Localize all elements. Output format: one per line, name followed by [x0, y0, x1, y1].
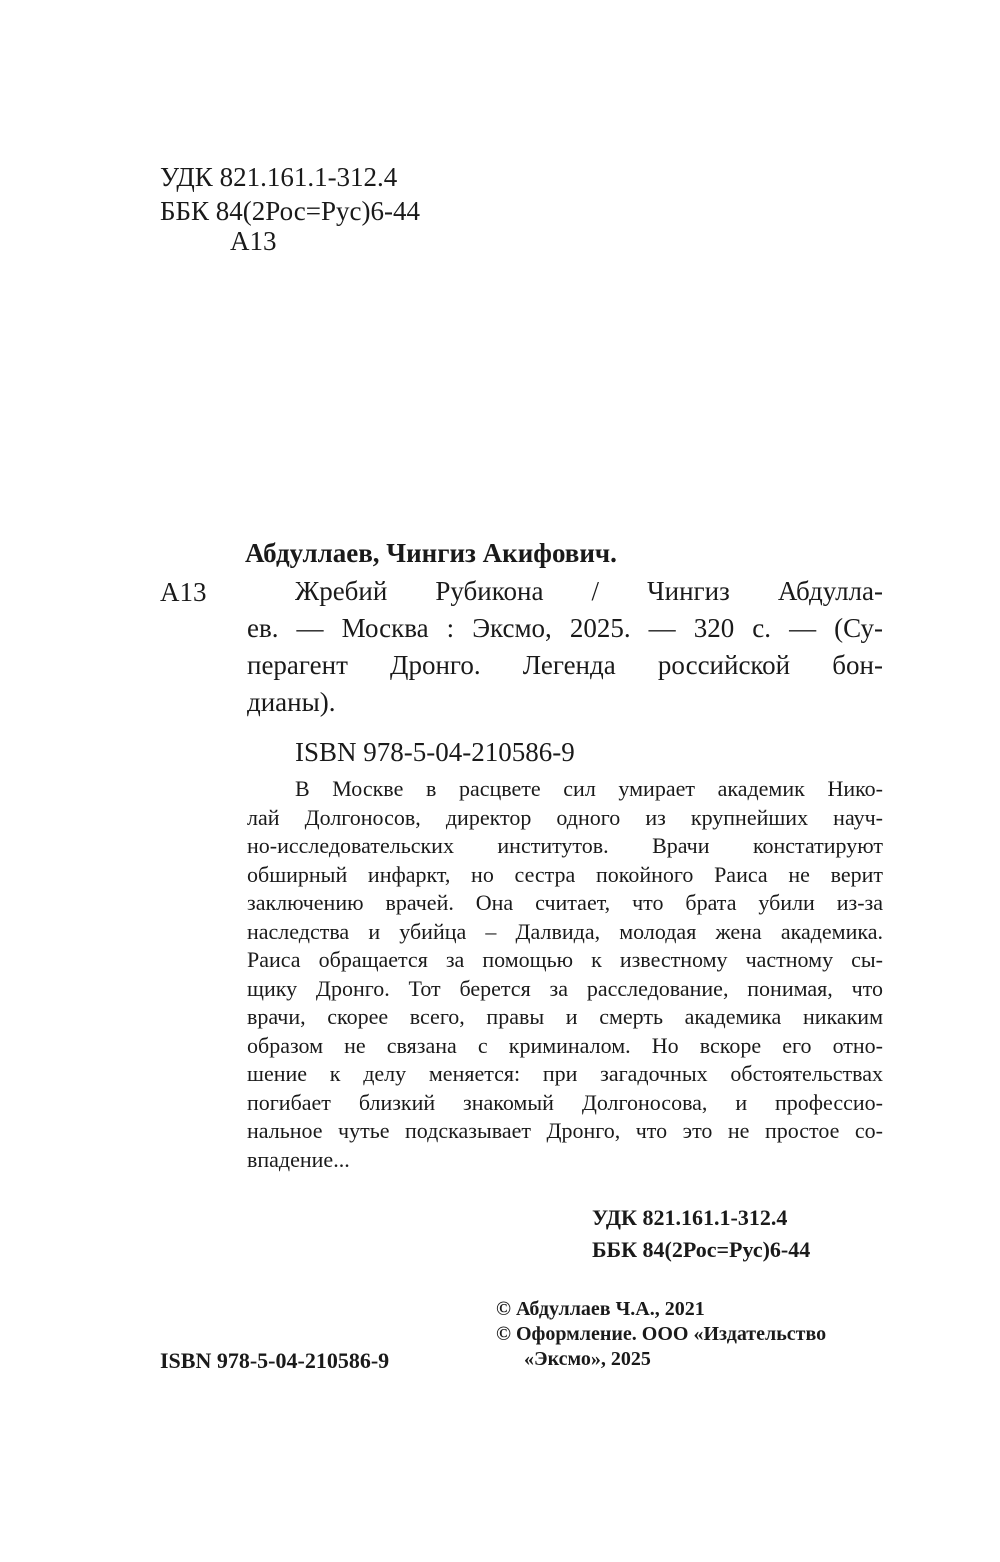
annotation-line: В Москве в расцвете сил умирает академик Нико- [295, 776, 883, 801]
bottom-udk-code: УДК 821.161.1-312.4 [592, 1205, 788, 1230]
bottom-bbk-code: ББК 84(2Рос=Рус)6-44 [592, 1237, 811, 1262]
annotation-line: погибает близкий знакомый Долгоносова, и профессио- [247, 1089, 883, 1115]
annotation-line: шение к делу меняется: при загадочных обстоятельствах [247, 1061, 883, 1086]
annotation-line: врачи, скорее всего, правы и смерть академика никаким [247, 1004, 883, 1029]
annotation [247, 775, 883, 1174]
title-line: ев. — Москва : Эксмо, 2025. — 320 с. — (Су- [247, 613, 883, 643]
annotation-line: впадение... [247, 1146, 350, 1172]
copyright-author: © Абдуллаев Ч.А., 2021 [496, 1298, 705, 1320]
top-bbk-code: ББК 84(2Рос=Рус)6-44 [160, 196, 420, 226]
annotation-line: нальное чутье подсказывает Дронго, что это не простое со- [247, 1118, 883, 1143]
annotation-line: обширный инфаркт, но сестра покойного Раиса не верит [247, 861, 883, 887]
annotation-line: заключению врачей. Она считает, что брата убили из-за [247, 890, 883, 915]
copyright-publisher: «Эксмо», 2025 [524, 1348, 651, 1370]
bottom-classification [592, 1202, 810, 1266]
bibliographic-description [247, 573, 883, 721]
title-line: дианы). [247, 687, 336, 717]
annotation-line: наследства и убийца – Далвида, молодая жена академика. [247, 918, 883, 944]
top-udk-code: УДК 821.161.1-312.4 [160, 162, 398, 192]
title-line: перагент Дронго. Легенда российской бон- [247, 650, 883, 680]
annotation-line: лай Долгоносов, директор одного из крупнейших науч- [247, 804, 883, 830]
isbn-main: ISBN 978-5-04-210586-9 [295, 737, 575, 767]
annotation-line: но-исследовательских институтов. Врачи констатируют [247, 833, 883, 858]
annotation-line: Раиса обращается за помощью к известному частному сы- [247, 947, 883, 972]
copyright-block [496, 1297, 826, 1372]
title-line: Жребий Рубикона / Чингиз Абдулла- [295, 576, 883, 606]
isbn-bottom: ISBN 978-5-04-210586-9 [160, 1348, 390, 1373]
author-name: Абдуллаев, Чингиз Акифович. [245, 538, 617, 568]
top-classification [160, 160, 420, 228]
annotation-line: образом не связана с криминалом. Но вскоре его отно- [247, 1032, 883, 1058]
copyright-design: © Оформление. ООО «Издательство [496, 1323, 827, 1345]
annotation-line: щику Дронго. Тот берется за расследование, понимая, что [247, 975, 883, 1001]
top-author-mark: А13 [230, 226, 277, 256]
entry-author-mark: А13 [160, 577, 207, 607]
